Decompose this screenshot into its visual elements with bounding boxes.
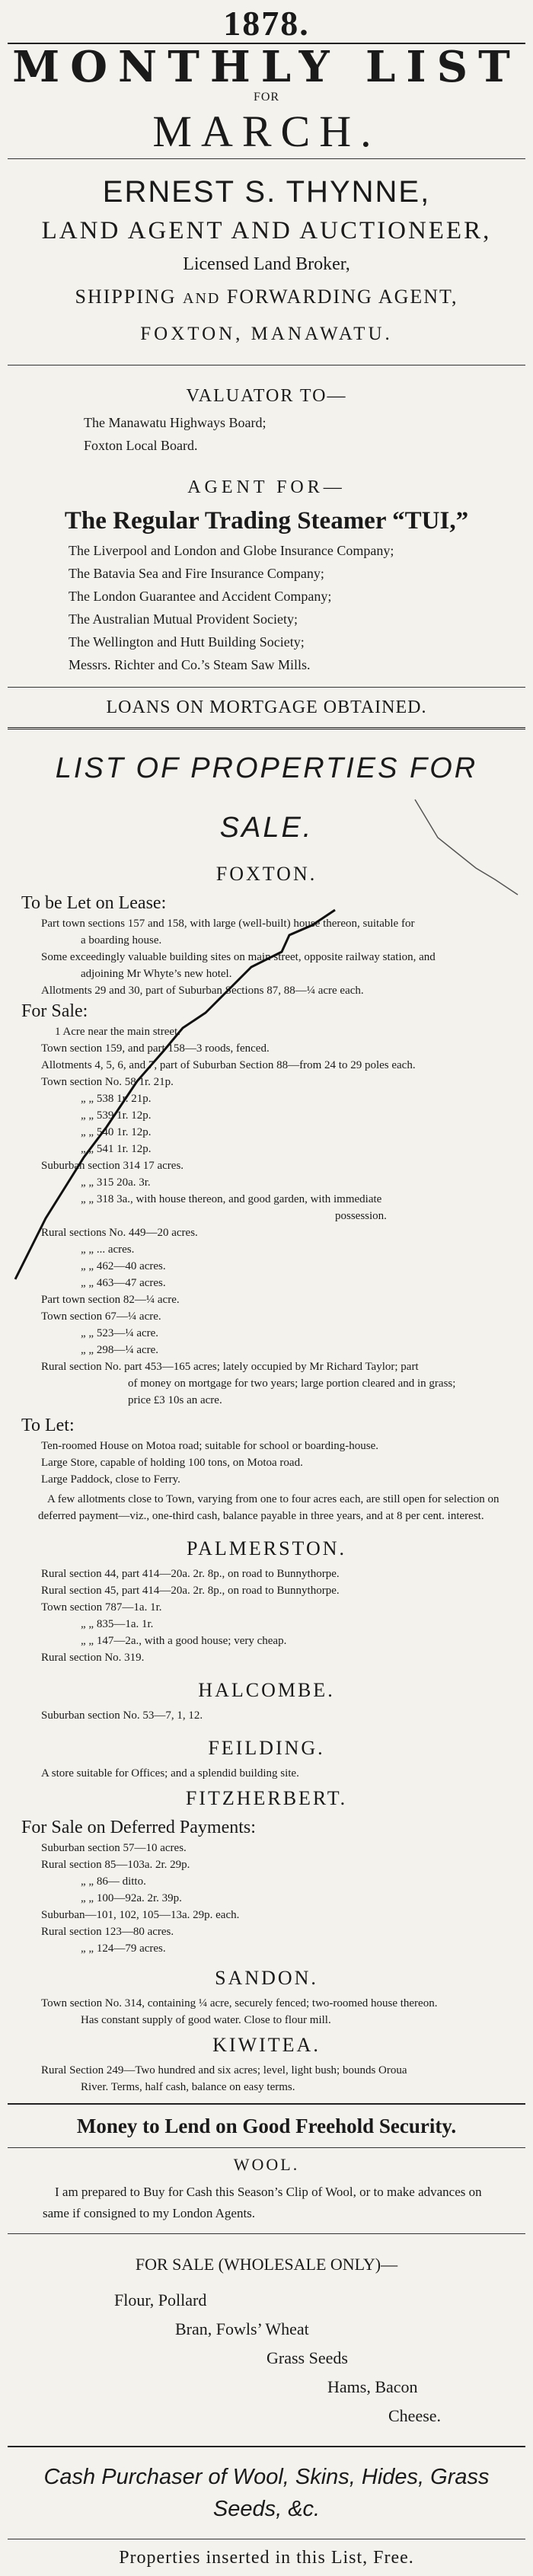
list-item: „ „ 538 1r. 21p. xyxy=(81,1093,152,1105)
list-item: Rural Section 249—Two hundred and six acres; level, light bush; bounds Oroua xyxy=(41,2064,407,2076)
place-kiwitea: KIWITEA. xyxy=(212,2034,321,2056)
list-item: „ „ 100—92a. 2r. 39p. xyxy=(81,1892,182,1904)
list-item: The Liverpool and London and Globe Insurance Company; xyxy=(69,543,394,558)
sale-heading: For Sale: xyxy=(21,1001,88,1021)
cash-purchaser: Cash Purchaser of Wool, Skins, Hides, Grass Seeds, &c. xyxy=(43,2465,490,2521)
list-item: The Manawatu Highways Board; xyxy=(84,415,266,430)
list-item: adjoining Mr Whyte’s new hotel. xyxy=(81,968,232,980)
valuator-list xyxy=(8,411,525,457)
list-item: Large Paddock, close to Ferry. xyxy=(41,1473,180,1486)
list-item: „ „ 541 1r. 12p. xyxy=(81,1143,152,1155)
lease-heading: To be Let on Lease: xyxy=(21,893,167,913)
list-title: MONTHLY LIST xyxy=(12,42,521,92)
list-item: Suburban—101, 102, 105—13a. 29p. each. xyxy=(41,1909,240,1921)
agent-list xyxy=(8,539,525,687)
list-item: Some exceedingly valuable building sites on main street, opposite railway station, and xyxy=(41,951,436,963)
list-item: „ „ 540 1r. 12p. xyxy=(81,1126,152,1138)
list-item: The Wellington and Hutt Building Society; xyxy=(69,634,305,650)
firm-trade: LAND AGENT AND AUCTIONEER, xyxy=(41,217,492,244)
list-item: The Batavia Sea and Fire Insurance Company; xyxy=(69,566,324,581)
list-item: „ „ 539 1r. 12p. xyxy=(81,1109,152,1122)
list-item: Bran, Fowls’ Wheat xyxy=(175,2319,309,2338)
list-item: „ „ 318 3a., with house thereon, and good garden, with immediate xyxy=(81,1193,382,1205)
firm-name: ERNEST S. THYNNE, xyxy=(102,175,431,209)
list-item: Suburban section 314 17 acres. xyxy=(41,1160,184,1172)
list-item: „ „ 147—2a., with a good house; very cheap. xyxy=(81,1635,287,1647)
firm-shipping xyxy=(8,279,525,316)
for-label: FOR xyxy=(253,91,280,104)
list-item: Rural section 45, part 414—20a. 2r. 8p., on road to Bunnythorpe. xyxy=(41,1585,340,1597)
list-item: „ „ 86— ditto. xyxy=(81,1875,146,1888)
list-item: Rural section 44, part 414—20a. 2r. 8p., on road to Bunnythorpe. xyxy=(41,1568,340,1580)
list-item: River. Terms, half cash, balance on easy terms. xyxy=(81,2081,295,2093)
goods-list xyxy=(8,2286,525,2446)
list-item: Town section 787—1a. 1r. xyxy=(41,1601,162,1614)
firm-licensed: Licensed Land Broker, xyxy=(183,254,350,274)
list-item: A store suitable for Offices; and a splendid building site. xyxy=(41,1767,299,1780)
forwarding-agent: FORWARDING AGENT, xyxy=(226,286,458,308)
list-item: The Australian Mutual Provident Society; xyxy=(69,611,298,627)
allotments-paragraph: A few allotments close to Town, varying from one to four acres each, are still open for selection on deferred payment—viz., one-third cash, balance payable in three years, and at 8 per cent. interest. xyxy=(38,1493,499,1522)
list-item: Ten-roomed House on Motoa road; suitable for school or boarding-house. xyxy=(41,1440,379,1452)
place-foxton: FOXTON. xyxy=(215,863,318,885)
sale-heading-wholesale: FOR SALE (WHOLESALE ONLY)— xyxy=(135,2255,398,2274)
valuator-heading: VALUATOR TO— xyxy=(186,386,347,406)
place-sandon: SANDON. xyxy=(215,1967,318,1989)
list-item: „ „ 835—1a. 1r. xyxy=(81,1618,154,1630)
list-item: Cheese. xyxy=(388,2406,442,2425)
list-item: The London Guarantee and Accident Company; xyxy=(69,589,332,604)
list-item: „ „ 124—79 acres. xyxy=(81,1942,166,1955)
list-item: Flour, Pollard xyxy=(114,2290,207,2309)
list-item: possession. xyxy=(335,1210,387,1222)
list-item: of money on mortgage for two years; large portion cleared and in grass; xyxy=(128,1377,456,1390)
list-item: Town section No. 314, containing ¼ acre, securely fenced; two-roomed house thereon. xyxy=(41,1997,438,2009)
wool-heading: WOOL. xyxy=(233,2155,300,2174)
list-item: Allotments 29 and 30, part of Suburban Sections 87, 88—¼ acre each. xyxy=(41,985,364,997)
month-heading: MARCH. xyxy=(152,107,381,156)
and-word: AND xyxy=(183,290,221,307)
list-item: Town section 159, and part 158—3 roods, fenced. xyxy=(41,1042,270,1055)
list-item: Suburban section 57—10 acres. xyxy=(41,1842,187,1854)
steamer-name: The Regular Trading Steamer “TUI,” xyxy=(64,507,469,535)
list-item: Has constant supply of good water. Close to flour mill. xyxy=(81,2014,331,2026)
footer-line: Properties inserted in this List, Free. xyxy=(119,2548,414,2568)
list-item: Part town sections 157 and 158, with large (well-built) house thereon, suitable for xyxy=(41,918,415,930)
list-item: „ „ ... acres. xyxy=(81,1243,135,1256)
place-fitzherbert: FITZHERBERT. xyxy=(185,1787,348,1809)
let-heading: To Let: xyxy=(21,1416,75,1435)
list-item: Messrs. Richter and Co.’s Steam Saw Mills. xyxy=(69,657,311,672)
list-item: Rural section No. 319. xyxy=(41,1652,145,1664)
list-item: Part town section 82—¼ acre. xyxy=(41,1294,180,1306)
list-item: Rural sections No. 449—20 acres. xyxy=(41,1227,198,1239)
properties-heading: LIST OF PROPERTIES FOR SALE. xyxy=(55,752,478,844)
list-item: „ „ 462—40 acres. xyxy=(81,1260,166,1272)
list-item: 1 Acre near the main street. xyxy=(55,1026,180,1038)
deferred-heading: For Sale on Deferred Payments: xyxy=(21,1818,256,1837)
place-feilding: FEILDING. xyxy=(208,1737,325,1759)
list-item: „ „ 463—47 acres. xyxy=(81,1277,166,1289)
wool-paragraph: I am prepared to Buy for Cash this Season’s Clip of Wool, or to make advances on same if consigned to my London Agents. xyxy=(43,2185,482,2220)
place-palmerston: PALMERSTON. xyxy=(187,1537,346,1559)
list-item: Large Store, capable of holding 100 tons, on Motoa road. xyxy=(41,1457,303,1469)
list-item: Foxton Local Board. xyxy=(84,438,198,453)
list-item: Rural section No. part 453—165 acres; lately occupied by Mr Richard Taylor; part xyxy=(41,1361,419,1373)
list-item: Town section No. 58 1r. 21p. xyxy=(41,1076,174,1088)
year-heading: 1878. xyxy=(223,4,310,43)
list-item: „ „ 298—¼ acre. xyxy=(81,1344,159,1356)
list-item: Allotments 4, 5, 6, and 7, part of Suburban Section 88—from 24 to 29 poles each. xyxy=(41,1059,416,1071)
shipping-word: SHIPPING xyxy=(75,286,177,308)
agent-heading: AGENT FOR— xyxy=(187,477,346,497)
list-item: Hams, Bacon xyxy=(327,2377,418,2396)
list-item: Town section 67—¼ acre. xyxy=(41,1310,161,1323)
list-item: Grass Seeds xyxy=(266,2348,348,2367)
money-to-lend: Money to Lend on Good Freehold Security. xyxy=(76,2115,457,2137)
list-item: a boarding house. xyxy=(81,934,162,946)
place-halcombe: HALCOMBE. xyxy=(198,1679,335,1701)
loans-line: LOANS ON MORTGAGE OBTAINED. xyxy=(106,697,427,717)
list-item: price £3 10s an acre. xyxy=(128,1394,222,1406)
list-item: „ „ 523—¼ acre. xyxy=(81,1327,159,1339)
list-item: Rural section 123—80 acres. xyxy=(41,1926,174,1938)
firm-town: FOXTON, MANAWATU. xyxy=(140,324,393,344)
list-item: Suburban section No. 53—7, 1, 12. xyxy=(41,1709,203,1722)
list-item: Rural section 85—103a. 2r. 29p. xyxy=(41,1859,190,1871)
list-item: „ „ 315 20a. 3r. xyxy=(81,1176,151,1189)
